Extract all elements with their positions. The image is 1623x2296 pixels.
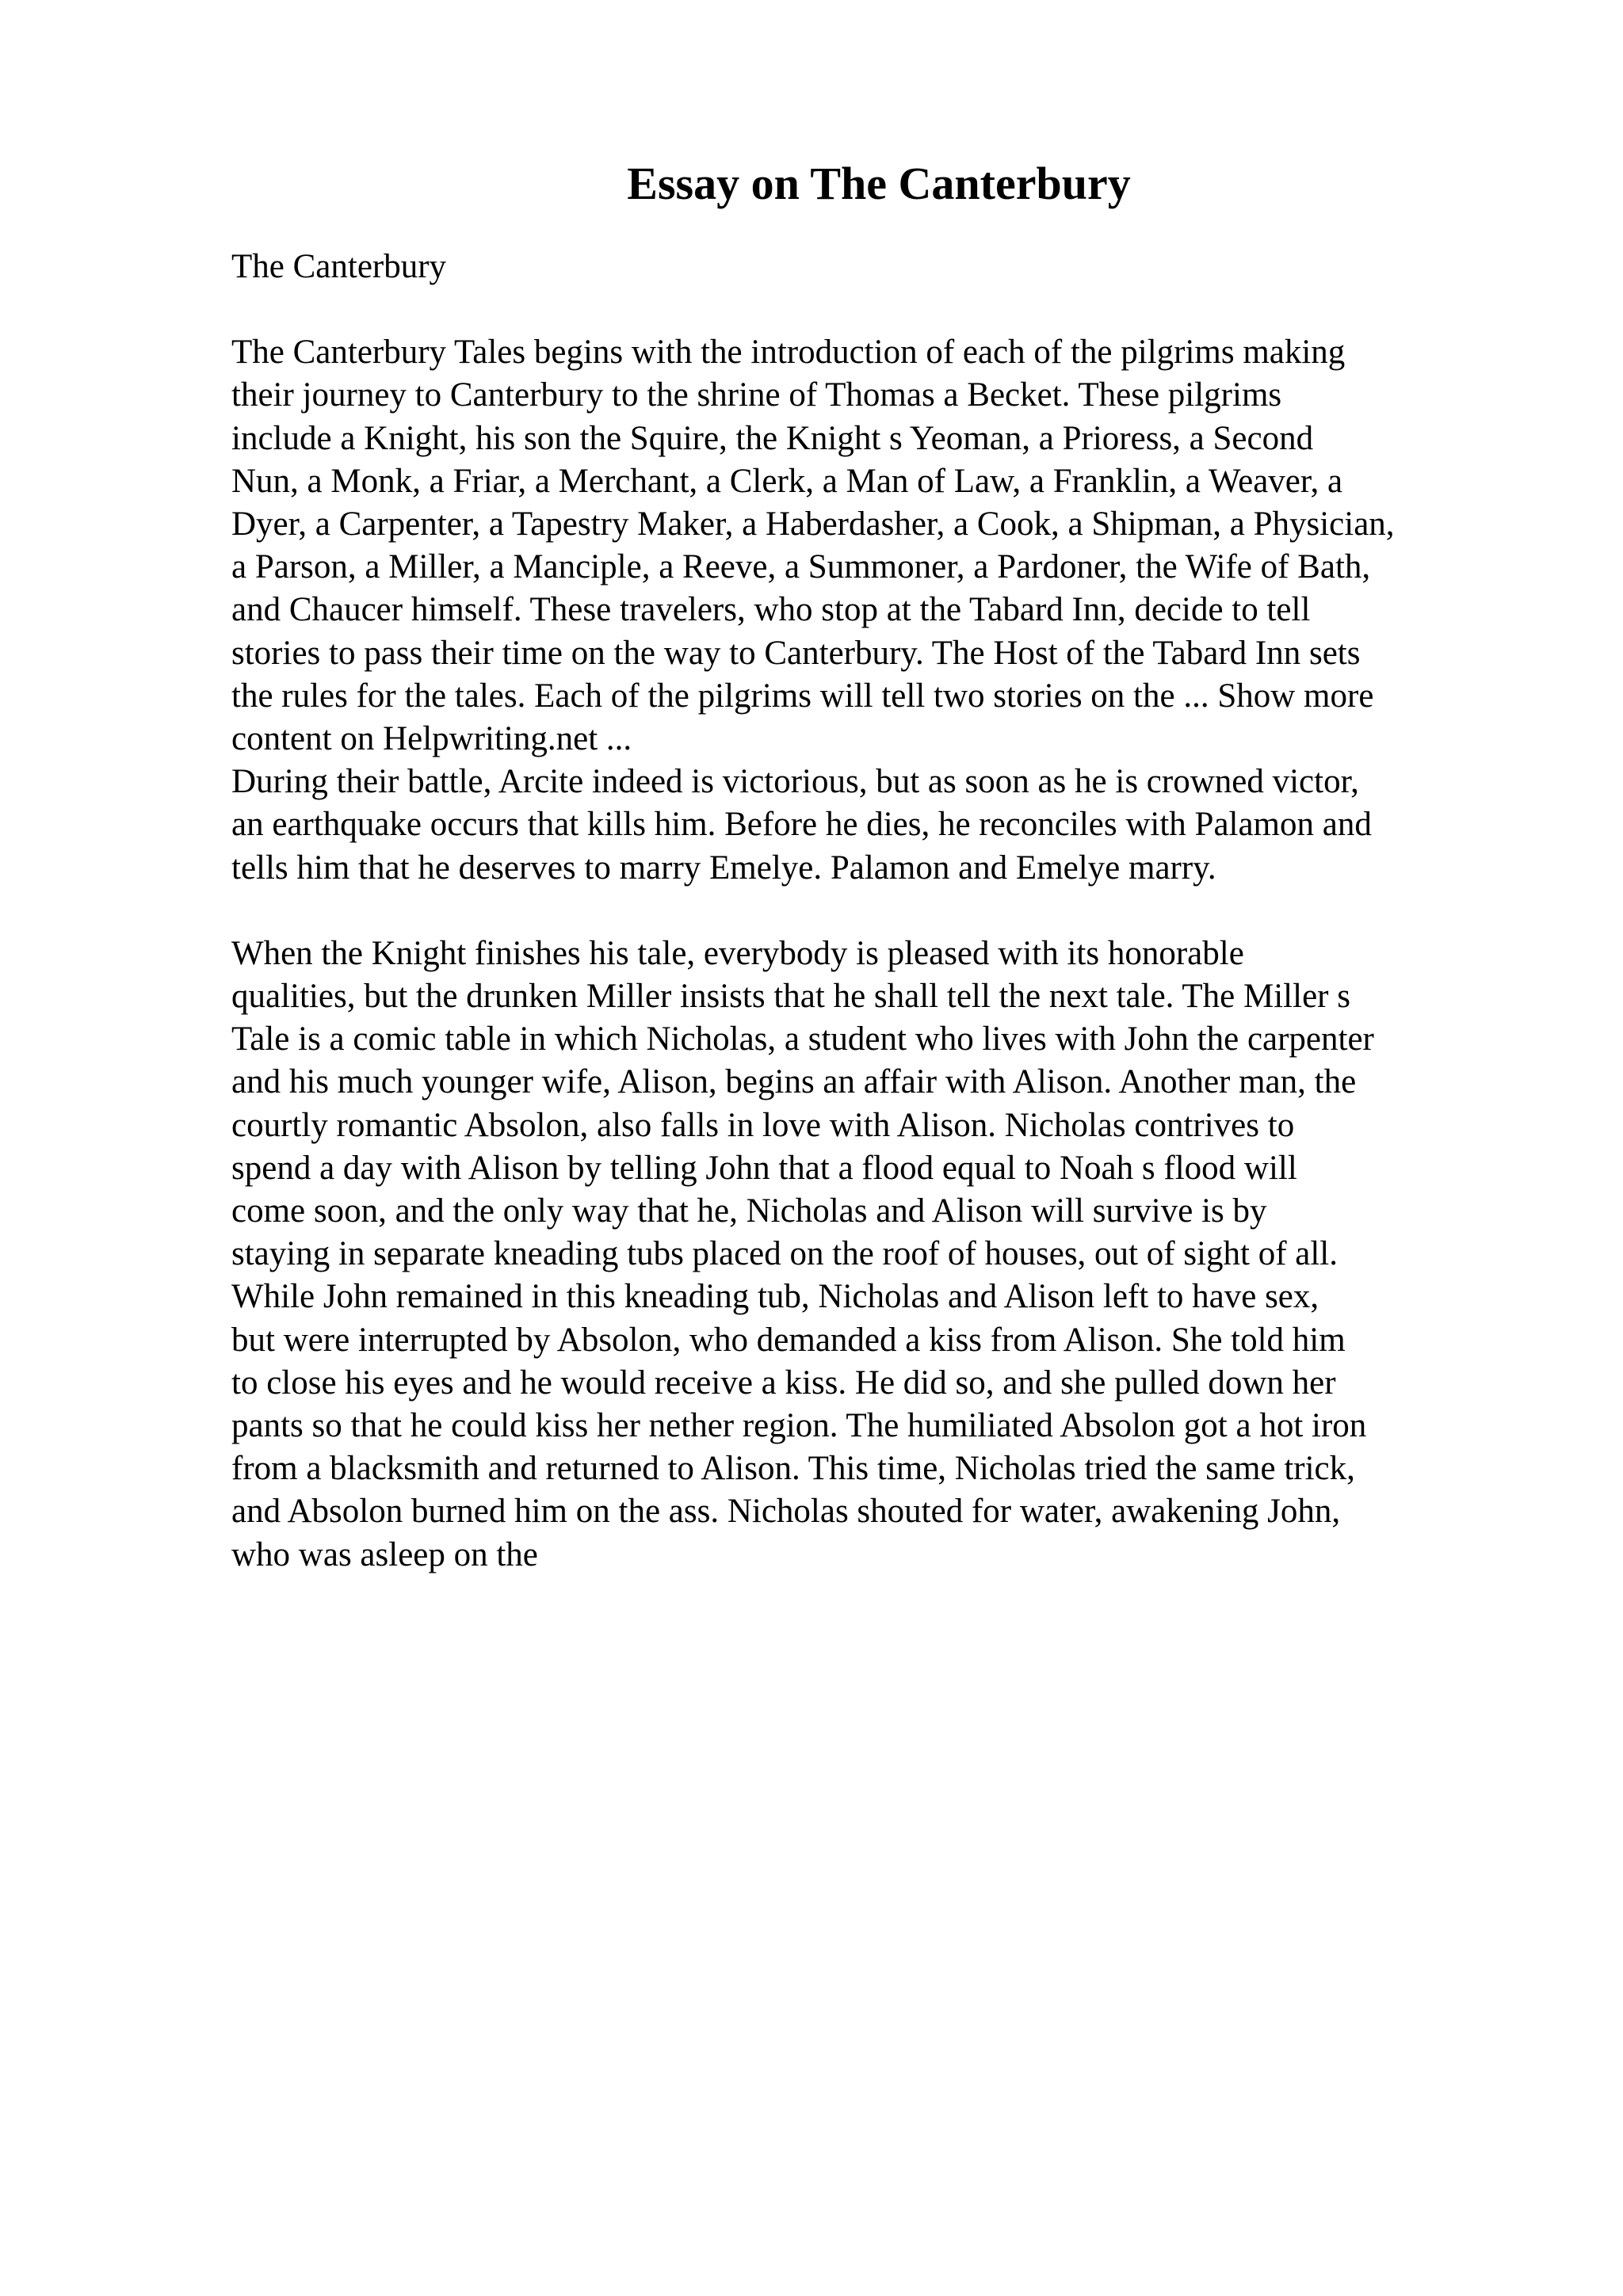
text-line: qualities, but the drunken Miller insists that he shall tell the next tale. The Miller s <box>231 978 1350 1016</box>
text-line: The Canterbury Tales begins with the introduction of each of the pilgrims making <box>231 334 1346 372</box>
text-line: include a Knight, his son the Squire, the Knight s Yeoman, a Prioress, a Second <box>231 419 1314 457</box>
text-line: stories to pass their time on the way to Canterbury. The Host of the Tabard Inn sets <box>231 634 1361 672</box>
text-line: their journey to Canterbury to the shrine of Thomas a Becket. These pilgrims <box>231 376 1282 414</box>
paragraph-battle <box>231 761 1515 890</box>
text-line: from a blacksmith and returned to Alison. This time, Nicholas tried the same trick, <box>231 1450 1355 1488</box>
text-line: Tale is a comic table in which Nicholas, a student who lives with John the carpenter <box>231 1020 1374 1058</box>
document-title: Essay on The Canterbury <box>627 158 1131 209</box>
text-line: spend a day with Alison by telling John that a flood equal to Noah s flood will <box>231 1149 1297 1187</box>
text-line: When the Knight finishes his tale, everybody is pleased with its honorable <box>231 934 1244 972</box>
text-line: courtly romantic Absolon, also falls in love with Alison. Nicholas contrives to <box>231 1106 1295 1144</box>
text-line: the rules for the tales. Each of the pilgrims will tell two stories on the ... Show more <box>231 677 1374 715</box>
text-line: and Absolon burned him on the ass. Nicholas shouted for water, awakening John, <box>231 1493 1341 1531</box>
text-line: and Chaucer himself. These travelers, who stop at the Tabard Inn, decide to tell <box>231 591 1311 629</box>
text-line: staying in separate kneading tubs placed on the roof of houses, out of sight of all. <box>231 1235 1338 1273</box>
text-line: and his much younger wife, Alison, begins an affair with Alison. Another man, the <box>231 1063 1357 1101</box>
text-line: an earthquake occurs that kills him. Before he dies, he reconciles with Palamon and <box>231 806 1372 844</box>
paragraph-intro <box>231 331 1515 761</box>
text-line: During their battle, Arcite indeed is victorious, but as soon as he is crowned victor, <box>231 763 1359 801</box>
text-line: to close his eyes and he would receive a kiss. He did so, and she pulled down her <box>231 1363 1336 1402</box>
text-line: Nun, a Monk, a Friar, a Merchant, a Clerk, a Man of Law, a Franklin, a Weaver, a <box>231 462 1343 500</box>
text-line: While John remained in this kneading tub, Nicholas and Alison left to have sex, <box>231 1278 1319 1316</box>
text-line: tells him that he deserves to marry Emelye. Palamon and Emelye marry. <box>231 849 1216 887</box>
text-line: come soon, and the only way that he, Nicholas and Alison will survive is by <box>231 1192 1267 1230</box>
text-line: but were interrupted by Absolon, who demanded a kiss from Alison. She told him <box>231 1321 1346 1359</box>
text-line: who was asleep on the <box>231 1535 538 1573</box>
text-line: Dyer, a Carpenter, a Tapestry Maker, a Haberdasher, a Cook, a Shipman, a Physician, <box>231 505 1395 543</box>
document-body <box>231 246 1515 1577</box>
text-line: a Parson, a Miller, a Manciple, a Reeve, a Summoner, a Pardoner, the Wife of Bath, <box>231 548 1371 586</box>
text-line: pants so that he could kiss her nether region. The humiliated Absolon got a hot iron <box>231 1407 1367 1445</box>
document-subtitle: The Canterbury <box>231 248 447 285</box>
paragraph-millers-tale <box>231 933 1515 1577</box>
text-line: content on Helpwriting.net ... <box>231 720 632 758</box>
